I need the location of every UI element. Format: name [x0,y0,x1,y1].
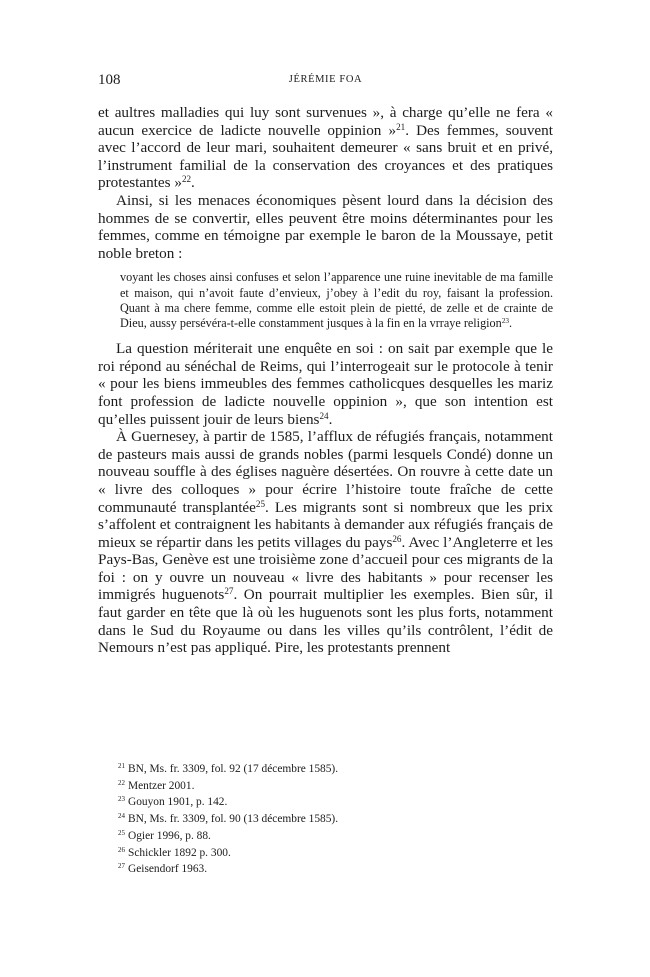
footnote-number: 26 [118,845,125,854]
body-text [98,104,553,657]
paragraph-2 [98,192,553,262]
footnote-text: Ogier 1996, p. 88. [128,829,211,842]
paragraph-1-text-3: . [191,174,195,192]
block-quote [120,270,553,331]
footnote-23 [118,793,538,810]
paragraph-4 [98,428,553,657]
footnote-22 [118,777,538,794]
paragraph-1-text: et aultres malladies qui luy sont survenues », à charge qu’elle ne fera « aucun exercice de ladicte nouvelle oppinion » [98,104,553,139]
footnote-ref-26: 26 [392,533,402,544]
footnote-ref-21: 21 [396,121,406,132]
paragraph-3-text: La question mériterait une enquête en soi : on sait par exemple que le roi répond au sénéchal de Reims, qui l’interrogeait sur le protocole à tenir « pour les biens immeubles des femmes catholicques desquelles les mariz font profession de ladicte nouvelle oppinion », que son intention est qu’elles puissent jouir de leurs biens [98,340,553,428]
paragraph-1 [98,104,553,192]
footnote-text: Geisendorf 1963. [128,863,208,876]
page-number: 108 [98,72,121,88]
paragraph-4-text-3: . Avec l’Angleterre et les Pays-Bas, Genève est une troisième zone d’accueil pour ces migrants de la foi : on y ouvre un nouveau « livre des habitants » pour recenser les immigrés huguenots [98,533,553,604]
paragraph-4-text-4: . On pourrait multiplier les exemples. Bien sûr, il faut garder en tête que là où les huguenots sont les plus forts, notamment dans le Sud du Royaume ou dans les villes qu’ils contrôlent, l’édit de Nemours n’est pas appliqué. Pire, les protestants prennent [98,586,553,657]
footnote-number: 22 [118,778,125,787]
paragraph-2-text: Ainsi, si les menaces économiques pèsent lourd dans la décision des hommes de se convertir, elles peuvent être moins déterminantes pour les femmes, comme en témoigne par exemple le baron de la Moussaye, petit noble breton : [98,191,553,262]
footnote-ref-22: 22 [181,174,192,185]
footnotes [118,760,538,877]
page-header [98,72,553,90]
footnote-text: Gouyon 1901, p. 142. [128,796,228,809]
paragraph-4-text: À Guernesey, à partir de 1585, l’afflux de réfugiés français, notamment de pasteurs mais aussi de grands nobles (parmi lesquels Condé) donne un nouveau souffle à des églises naguère désertées. On rouvre à cette date un « livre des colloques » pour écrire l’histoire toute fraîche de cette communauté transplantée [98,428,553,516]
footnote-21 [118,760,538,777]
footnote-25 [118,827,538,844]
block-quote-text-2: . [509,315,513,330]
paragraph-3 [98,340,553,428]
footnote-ref-27: 27 [224,586,234,597]
footnote-number: 24 [118,812,125,821]
footnote-number: 21 [118,762,125,770]
footnote-ref-23: 23 [501,315,510,325]
footnote-number: 25 [118,828,125,837]
footnote-text: Mentzer 2001. [128,779,195,792]
footnote-27 [118,860,538,877]
footnote-number: 27 [118,862,125,871]
paragraph-1-text-2: . Des femmes, souvent avec l’accord de leur mari, souhaitent demeurer « sans bruit et en privé, l’instrument familial de la conservation des croyances et des pratiques protestantes » [98,121,553,192]
paragraph-3-text-2: . [328,410,333,428]
footnote-ref-24: 24 [319,410,329,421]
footnote-26 [118,844,538,861]
block-quote-text: voyant les choses ainsi confuses et selon l’apparence une ruine inevitable de ma famille et maison, qui n’avoit faute d’envieux, j’obey à l’edit du roy, faisant la profession. Quant à ma chere femme, comme elle estoit plein de pietté, de zelle et de crainte de Dieu, aussy persévéra-t-elle constamment jusques à la fin en la vrraye religion [120,270,553,330]
footnote-24 [118,810,538,827]
running-head: JÉRÉMIE FOA [288,74,363,85]
footnote-text: BN, Ms. fr. 3309, fol. 90 (13 décembre 1585). [128,813,339,826]
paragraph-4-text-2: . Les migrants sont si nombreux que les prix s’affolent et contraignent les habitants à demander aux réfugiés français de mieux se répartir dans les petits villages du pays [98,498,553,551]
footnote-text: BN, Ms. fr. 3309, fol. 92 (17 décembre 1585). [128,763,339,775]
footnote-text: Schickler 1892 p. 300. [128,846,231,859]
footnote-number: 23 [118,795,125,804]
footnote-ref-25: 25 [255,498,266,509]
